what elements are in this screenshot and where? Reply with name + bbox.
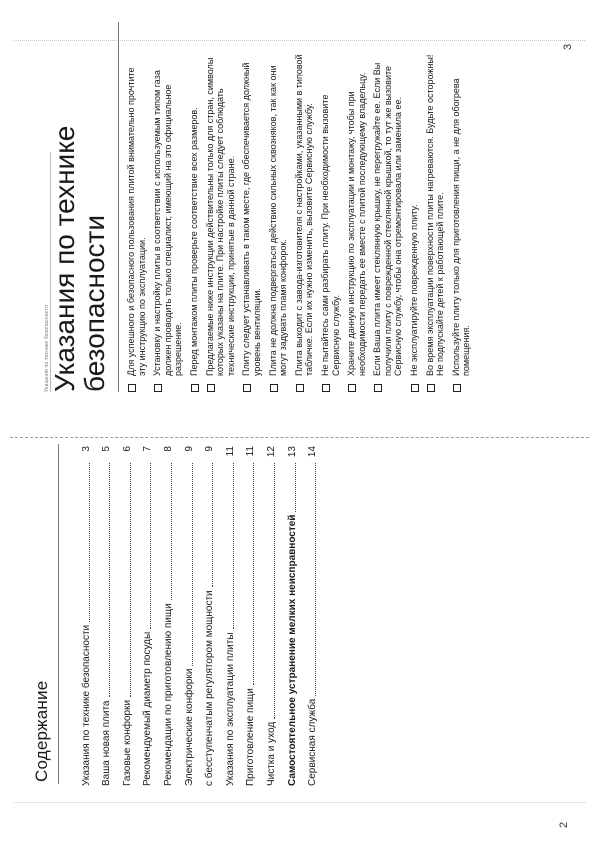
- safety-item-text: Предлагаемые ниже инструкции действительны только для стран, символы которых указаны на плите. При настройке плиты следует соблюдать технические инструкции, принятые в данной стране.: [204, 57, 236, 376]
- toc-row-page: 14: [307, 446, 319, 458]
- toc-row: [113, 446, 134, 786]
- safety-item-text: Плита не должна подвергаться действию сильных сквозняков, так как они могут задувать пламя конфорок.: [267, 65, 289, 376]
- toc-row-page: 3: [80, 446, 92, 452]
- toc-row: [299, 446, 320, 786]
- safety-item: [451, 52, 472, 392]
- safety-item-text: Не пытайтесь сами разбирать плиту. При необходимости вызовите Сервисную службу.: [319, 94, 341, 376]
- toc-leader-dots: [253, 463, 254, 685]
- checkbox-bullet-icon: [270, 384, 278, 392]
- safety-item: [425, 52, 446, 392]
- checkbox-bullet-icon: [207, 384, 215, 392]
- checkbox-bullet-icon: [411, 384, 419, 392]
- page-number-right: 3: [562, 43, 574, 50]
- toc-row: [237, 446, 258, 786]
- toc-leader-dots: [295, 463, 296, 512]
- toc-leader-dots: [109, 463, 110, 698]
- safety-item: [294, 52, 315, 392]
- toc-row-label: Рекомендуемый диаметр посуды: [142, 631, 154, 786]
- safety-item: [152, 52, 184, 392]
- checkbox-bullet-icon: [453, 384, 461, 392]
- toc-row: [278, 446, 299, 786]
- toc-leader-dots: [130, 463, 131, 697]
- toc-leader-dots: [315, 463, 316, 696]
- safety-title: Указания по технике безопасности: [49, 125, 110, 392]
- toc-row-page: 11: [245, 446, 257, 457]
- toc-row-page: 12: [265, 446, 277, 458]
- safety-item-text: Перед монтажом плиты проверьте соответствие всех размеров.: [188, 107, 199, 376]
- safety-item-text: Для успешного и безопасного пользования плитой внимательно прочтите эту инструкцию по эксплуатации.: [126, 67, 147, 376]
- toc-row-page: 7: [142, 446, 154, 452]
- checkbox-bullet-icon: [348, 384, 356, 392]
- toc-row-label: с бесступенчатым регулятором мощности: [204, 590, 216, 786]
- toc-leader-dots: [89, 463, 90, 622]
- toc-row-label: Газовые конфорки: [121, 699, 133, 786]
- toc-row-page: 6: [121, 446, 133, 452]
- safety-item-text: Используйте плиту только для приготовления пищи, а не для обогрева помещения.: [450, 78, 472, 376]
- toc-row-page: 9: [183, 446, 195, 452]
- toc-row-label: Сервисная служба: [307, 698, 319, 786]
- safety-item-text: Установку и настройку плиты в соответствии с используемым типом газа должен проводить только специалист, имеющий на это официальное разрешение.: [152, 70, 184, 376]
- checkbox-bullet-icon: [427, 384, 435, 392]
- safety-items: [126, 52, 477, 392]
- toc-leader-dots: [171, 463, 172, 600]
- safety-item: [409, 52, 420, 392]
- safety-item-text: Если Ваша плита имеет стеклянную крышку, не перегружайте ее. Если Вы получили плиту с поврежденной стеклянной крышкой, то тут же вызовите Сервисную службу, чтобы она отремонтировала или заменила ее.: [372, 62, 404, 376]
- toc-row-label: Ваша новая плита: [101, 700, 113, 786]
- safety-item: [126, 52, 147, 392]
- checkbox-bullet-icon: [322, 384, 330, 392]
- checkbox-bullet-icon: [296, 384, 304, 392]
- toc-row: [93, 446, 114, 786]
- toc-row-page: 5: [101, 446, 113, 452]
- toc-leader-dots: [274, 463, 275, 719]
- checkbox-bullet-icon: [374, 384, 382, 392]
- toc-row-page: 9: [204, 446, 216, 452]
- safety-title-rule: [118, 22, 119, 392]
- toc-title: Содержание: [32, 680, 51, 782]
- checkbox-bullet-icon: [243, 384, 251, 392]
- toc-leader-dots: [192, 463, 193, 666]
- checkbox-bullet-icon: [154, 384, 162, 392]
- page-number-left: 2: [558, 821, 570, 828]
- safety-item-text: Во время эксплуатации поверхности плиты нагреваются. Будьте осторожны! Не подпускайте детей к работающей плите.: [424, 54, 446, 376]
- toc-row-page: 11: [224, 446, 236, 457]
- safety-item-text: Плиту следует устанавливать в таком месте, где обеспечивается должный уровень вентиляции.: [241, 62, 262, 376]
- toc-row-label: Самостоятельное устранение мелких неисправностей: [286, 514, 298, 786]
- safety-item: [268, 52, 289, 392]
- toc-row: [257, 446, 278, 786]
- safety-item: [205, 52, 237, 392]
- toc-row: [216, 446, 237, 786]
- toc-row-page: 8: [162, 446, 174, 452]
- toc-row: [72, 446, 93, 786]
- toc-leader-dots: [233, 463, 234, 629]
- safety-item-text: Не эксплуатируйте поврежденную плиту.: [409, 204, 420, 376]
- safety-item: [346, 52, 367, 392]
- toc-list: [72, 446, 319, 786]
- toc-row-label: Приготовление пищи: [245, 688, 257, 786]
- safety-item: [320, 52, 341, 392]
- toc-row-label: Чистка и уход: [265, 721, 277, 786]
- toc-title-rule: [58, 444, 59, 784]
- toc-row-label: Указания по технике безопасности: [80, 624, 92, 786]
- toc-leader-dots: [212, 463, 213, 587]
- header-stamp: Указания по технике безопасности: [44, 152, 51, 392]
- toc-row: [134, 446, 155, 786]
- safety-item-text: Храните данную инструкцию по эксплуатации и монтажу, чтобы при необходимости передать ее вместе с плитой последующему владельцу.: [346, 72, 367, 376]
- toc-row: [175, 446, 196, 786]
- checkbox-bullet-icon: [128, 384, 136, 392]
- safety-item-text: Плита выходит с завода-изготовителя с настройками, указанными в типовой табличке. Если их нужно изменить, вызовите Сервисную службу.: [293, 54, 315, 376]
- safety-item: [372, 52, 404, 392]
- toc-row: [154, 446, 175, 786]
- toc-row: [196, 446, 217, 786]
- toc-leader-dots: [150, 463, 151, 629]
- toc-row-page: 13: [286, 446, 298, 458]
- toc-row-label: Указания по эксплуатации плиты: [224, 632, 236, 786]
- checkbox-bullet-icon: [191, 384, 199, 392]
- safety-item: [189, 52, 200, 392]
- toc-row-label: Рекомендации по приготовлению пищи: [162, 603, 174, 786]
- toc-row-label: Электрические конфорки: [183, 668, 195, 786]
- safety-item: [241, 52, 262, 392]
